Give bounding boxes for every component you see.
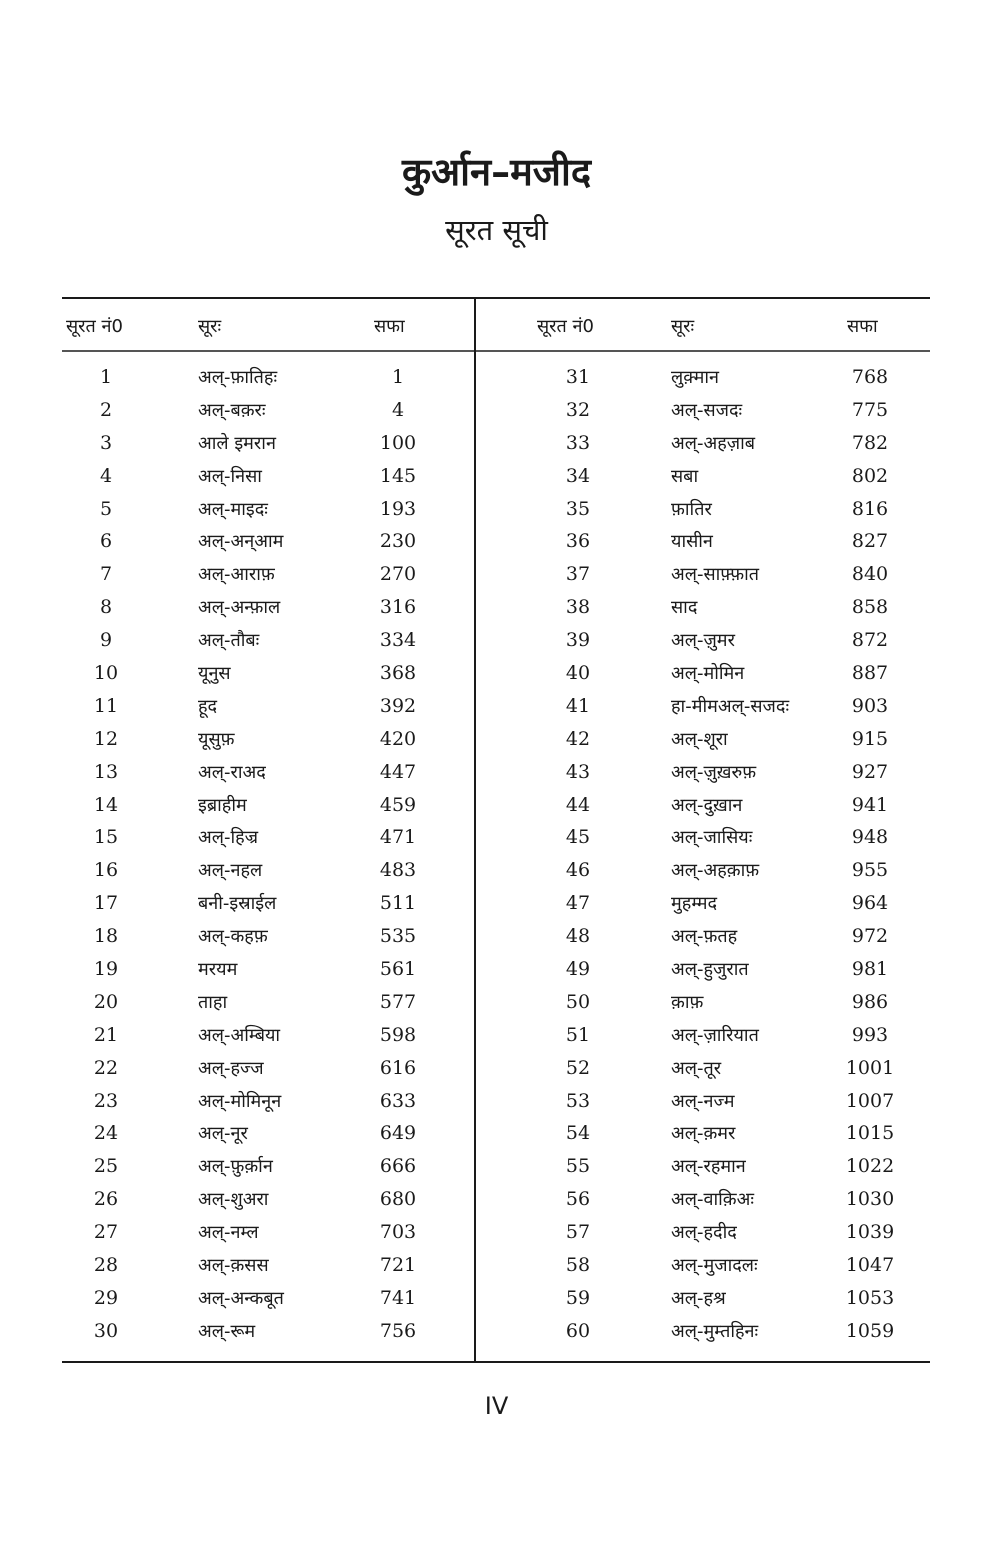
surah-number: 41 (565, 694, 591, 717)
surah-number: 20 (93, 990, 119, 1013)
surah-number: 56 (565, 1188, 591, 1211)
surah-name: अल्-फ़ुर्क़ान (198, 1156, 273, 1178)
surah-page: 993 (851, 1023, 889, 1046)
surah-number: 48 (565, 925, 591, 948)
surah-name: अल्-सजदः (671, 399, 743, 421)
surah-name: अल्-अन्आम (198, 531, 284, 553)
surah-page: 100 (379, 431, 417, 454)
surah-name: साद (671, 597, 698, 619)
surah-number: 39 (565, 629, 591, 652)
surah-number: 18 (93, 925, 119, 948)
surah-page: 483 (379, 859, 417, 882)
surah-number: 17 (93, 892, 119, 915)
surah-page: 1 (391, 366, 405, 388)
surah-page: 955 (851, 859, 889, 882)
right-header-name: सूरः (671, 316, 695, 337)
surah-number: 35 (565, 497, 591, 520)
surah-name: बनी-इस्राईल (198, 893, 277, 915)
surah-number: 13 (93, 760, 119, 783)
surah-name: लुक़्मान (671, 367, 719, 388)
surah-name: अल्-बक़रः (198, 399, 266, 421)
surah-number: 5 (99, 497, 113, 520)
surah-number: 14 (93, 793, 119, 816)
surah-name: सबा (671, 465, 699, 487)
surah-page: 915 (851, 727, 889, 750)
surah-name: अल्-शुअरा (198, 1189, 269, 1211)
surah-number: 47 (565, 892, 591, 915)
surah-page: 1053 (845, 1286, 895, 1309)
surah-name: अल्-हुजुरात (671, 959, 749, 981)
surah-name: अल्-साफ़्फ़ात (671, 564, 760, 586)
surah-name: अल्-मुजादलः (671, 1255, 758, 1277)
surah-page: 535 (379, 925, 417, 948)
surah-name: अल्-हश्र (671, 1287, 726, 1309)
surah-number: 30 (93, 1319, 119, 1342)
surah-name: यासीन (671, 531, 713, 553)
surah-page: 145 (379, 464, 417, 487)
surah-name: अल्-हदीद (671, 1222, 737, 1244)
surah-name: आले इमरान (198, 432, 276, 454)
surah-number: 27 (93, 1221, 119, 1244)
surah-number: 28 (93, 1254, 119, 1277)
surah-name: अल्-राअद (198, 761, 266, 783)
surah-number: 29 (93, 1286, 119, 1309)
surah-page: 840 (851, 563, 889, 586)
surah-name: अल्-ज़ुख़रुफ़ (671, 761, 757, 783)
surah-page: 270 (379, 563, 417, 586)
surah-page: 680 (379, 1188, 417, 1211)
surah-page: 368 (379, 662, 417, 685)
surah-name: अल्-नूर (198, 1123, 248, 1145)
surah-page: 1015 (845, 1122, 895, 1145)
surah-page: 703 (379, 1221, 417, 1244)
surah-number: 15 (93, 826, 119, 849)
surah-page: 782 (851, 431, 889, 454)
surah-page: 827 (851, 530, 889, 553)
surah-number: 52 (565, 1056, 591, 1079)
surah-number: 53 (565, 1089, 591, 1112)
surah-page: 756 (379, 1319, 417, 1342)
surah-name: अल्-रहमान (671, 1156, 746, 1178)
surah-name: अल्-मुम्तहिनः (671, 1320, 759, 1342)
surah-name: अल्-मोमिन (671, 663, 745, 685)
surah-name: यूनुस (198, 663, 231, 685)
surah-name: अल्-ज़ुमर (671, 630, 735, 652)
surah-page: 986 (851, 990, 889, 1013)
surah-page: 459 (379, 793, 417, 816)
surah-name: मरयम (198, 959, 238, 981)
surah-name: अल्-नम्ल (198, 1222, 259, 1244)
surah-number: 25 (93, 1155, 119, 1178)
surah-name: अल्-वाक़िअः (671, 1189, 754, 1211)
surah-number: 51 (565, 1023, 591, 1046)
surah-name: अल्-फ़ातिहः (198, 367, 278, 388)
surah-number: 49 (565, 958, 591, 981)
surah-page: 511 (379, 892, 417, 915)
surah-page: 471 (379, 826, 417, 849)
surah-number: 58 (565, 1254, 591, 1277)
surah-name: अल्-नहल (198, 860, 263, 882)
surah-page: 1030 (845, 1188, 895, 1211)
surah-number: 38 (565, 596, 591, 619)
surah-page: 1007 (845, 1089, 895, 1112)
surah-number: 31 (565, 366, 591, 388)
surah-number: 40 (565, 662, 591, 685)
surah-page: 816 (851, 497, 889, 520)
surah-name: अल्-शूरा (671, 728, 728, 750)
left-header-name: सूरः (198, 316, 222, 337)
surah-name: अल्-तौबः (198, 630, 260, 652)
surah-page: 193 (379, 497, 417, 520)
surah-name: अल्-निसा (198, 465, 262, 487)
surah-name: अल्-मोमिनून (198, 1090, 282, 1112)
surah-name: अल्-फ़तह (671, 926, 738, 948)
surah-page: 1059 (845, 1319, 895, 1342)
surah-number: 16 (93, 859, 119, 882)
surah-page: 858 (851, 596, 889, 619)
surah-number: 11 (93, 694, 119, 717)
right-header-number: सूरत नं0 (537, 316, 594, 337)
surah-name: यूसुफ़ (198, 728, 235, 750)
surah-number: 44 (565, 793, 591, 816)
surah-number: 46 (565, 859, 591, 882)
surah-number: 54 (565, 1122, 591, 1145)
surah-page: 447 (379, 760, 417, 783)
surah-page: 577 (379, 990, 417, 1013)
surah-number: 21 (93, 1023, 119, 1046)
surah-number: 37 (565, 563, 591, 586)
surah-number: 9 (99, 629, 113, 652)
surah-page: 948 (851, 826, 889, 849)
surah-page: 334 (379, 629, 417, 652)
surah-number: 6 (99, 530, 113, 553)
surah-number: 33 (565, 431, 591, 454)
page-title: कुर्आन–मजीद (401, 150, 592, 194)
surah-name: अल्-तूर (671, 1057, 722, 1079)
left-header-number: सूरत नं0 (66, 316, 123, 337)
surah-name: अल्-जासियः (671, 827, 753, 849)
surah-page: 887 (851, 662, 889, 685)
surah-name: अल्-अम्बिया (198, 1024, 281, 1046)
surah-name: अल्-माइदः (198, 498, 268, 520)
surah-number: 26 (93, 1188, 119, 1211)
surah-number: 57 (565, 1221, 591, 1244)
surah-name: अल्-क़सस (198, 1255, 269, 1277)
surah-name: मुहम्मद (671, 893, 718, 915)
surah-page: 230 (379, 530, 417, 553)
surah-number: 3 (99, 431, 113, 454)
surah-page: 4 (391, 398, 405, 421)
surah-page: 316 (379, 596, 417, 619)
surah-number: 23 (93, 1089, 119, 1112)
surah-number: 60 (565, 1319, 591, 1342)
surah-number: 10 (93, 662, 119, 685)
surah-page: 616 (379, 1056, 417, 1079)
surah-number: 42 (565, 727, 591, 750)
surah-number: 12 (93, 727, 119, 750)
surah-number: 55 (565, 1155, 591, 1178)
surah-page: 741 (379, 1286, 417, 1309)
surah-name: क़ाफ़ (671, 991, 704, 1013)
surah-number: 2 (99, 398, 113, 421)
surah-name: अल्-अहज़ाब (671, 432, 756, 454)
surah-page: 768 (851, 366, 889, 388)
surah-name: अल्-हज्ज (198, 1057, 264, 1079)
surah-page: 392 (379, 694, 417, 717)
page-number: IV (484, 1392, 509, 1420)
surah-page: 561 (379, 958, 417, 981)
surah-name: अल्-नज्म (671, 1090, 735, 1112)
surah-page: 981 (851, 958, 889, 981)
surah-number: 7 (99, 563, 113, 586)
surah-page: 802 (851, 464, 889, 487)
surah-number: 59 (565, 1286, 591, 1309)
right-header-page: सफा (847, 316, 878, 337)
surah-page: 964 (851, 892, 889, 915)
surah-name: इब्राहीम (198, 794, 247, 816)
surah-number: 36 (565, 530, 591, 553)
header-rule (62, 350, 930, 352)
top-rule (62, 297, 930, 299)
surah-number: 43 (565, 760, 591, 783)
surah-page: 972 (851, 925, 889, 948)
surah-page: 1039 (845, 1221, 895, 1244)
surah-name: अल्-हिज्र (198, 827, 259, 849)
surah-number: 1 (99, 366, 113, 388)
surah-page: 649 (379, 1122, 417, 1145)
surah-name: अल्-रूम (198, 1320, 256, 1342)
surah-name: अल्-आराफ़ (198, 564, 275, 586)
surah-page: 1022 (845, 1155, 895, 1178)
surah-page: 775 (851, 398, 889, 421)
surah-number: 22 (93, 1056, 119, 1079)
surah-name: अल्-क़मर (671, 1123, 736, 1145)
surah-page: 1047 (845, 1254, 895, 1277)
column-divider (474, 297, 476, 1363)
surah-page: 666 (379, 1155, 417, 1178)
surah-page: 598 (379, 1023, 417, 1046)
surah-name: अल्-अहक़ाफ़ (671, 860, 760, 882)
surah-page: 420 (379, 727, 417, 750)
surah-number: 32 (565, 398, 591, 421)
surah-number: 4 (99, 464, 113, 487)
surah-page: 1001 (845, 1056, 895, 1079)
bottom-rule (62, 1361, 930, 1363)
surah-name: फ़ातिर (671, 498, 712, 520)
surah-page: 927 (851, 760, 889, 783)
surah-name: ताहा (198, 991, 228, 1013)
surah-name: हा-मीमअल्-सजदः (671, 695, 790, 717)
surah-page: 872 (851, 629, 889, 652)
surah-page: 721 (379, 1254, 417, 1277)
surah-number: 24 (93, 1122, 119, 1145)
surah-page: 633 (379, 1089, 417, 1112)
surah-number: 34 (565, 464, 591, 487)
surah-name: अल्-अन्कबूत (198, 1287, 284, 1309)
page-subtitle: सूरत सूची (445, 213, 548, 247)
surah-name: अल्-दुख़ान (671, 794, 743, 816)
surah-name: अल्-अन्फ़ाल (198, 597, 281, 619)
surah-number: 50 (565, 990, 591, 1013)
surah-page: 903 (851, 694, 889, 717)
left-header-page: सफा (374, 316, 405, 337)
surah-name: अल्-कहफ़ (198, 926, 268, 948)
surah-number: 8 (99, 596, 113, 619)
surah-page: 941 (851, 793, 889, 816)
surah-number: 45 (565, 826, 591, 849)
surah-name: हूद (198, 695, 218, 717)
surah-number: 19 (93, 958, 119, 981)
surah-name: अल्-ज़ारियात (671, 1024, 759, 1046)
